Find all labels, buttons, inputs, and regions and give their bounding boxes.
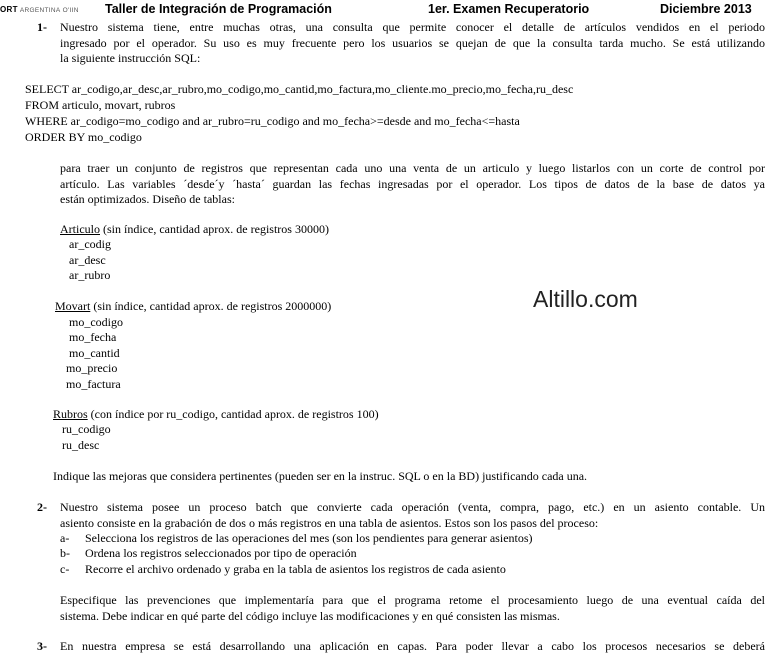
field-mo-precio: mo_precio xyxy=(66,361,118,375)
ort-logo xyxy=(0,5,79,14)
q2-closing-line: sistema. Debe indicar en qué parte del código incluye las modificaciones y en qué consisten las mismas. xyxy=(60,608,560,623)
logo-ort: ORT xyxy=(0,5,18,14)
q1-desc-line: para traer un conjunto de registros que representan cada uno una venta de un articulo y luego listarlos con un corte de control por xyxy=(60,161,765,175)
watermark: Altillo.com xyxy=(533,286,638,312)
sql-line-where: WHERE ar_codigo=mo_codigo and ar_rubro=ru_codigo and mo_fecha>=desde and mo_fecha<=hasta xyxy=(25,114,520,128)
table-note: (sin índice, cantidad aprox. de registros 2000000) xyxy=(90,299,332,313)
q2-step-a-letter: a- xyxy=(60,531,70,545)
q1-number: 1- xyxy=(37,20,47,34)
field-ar-desc: ar_desc xyxy=(69,253,106,267)
q1-intro-line: ingresado por el operador. Su uso es muy frecuente pero los usuarios se quejan de que la consulta tarda mucho. Se está utilizando xyxy=(60,35,765,50)
logo-suffix: O'IIN xyxy=(62,7,79,14)
table-name: Rubros xyxy=(53,407,88,421)
table-movart-heading xyxy=(55,299,331,315)
q2-closing-line: Especifique las prevenciones que implementaría para que el programa retome el procesamiento luego de una eventual caída del xyxy=(60,593,765,607)
q1-intro xyxy=(60,20,765,67)
exam-title: 1er. Examen Recuperatorio xyxy=(428,2,590,16)
field-ru-codigo: ru_codigo xyxy=(62,422,111,436)
field-mo-fecha: mo_fecha xyxy=(69,330,117,344)
q1-closing: Indique las mejoras que considera pertinentes (pueden ser en la instruc. SQL o en la BD) justificando cada una. xyxy=(53,469,588,483)
q3-intro-line: En nuestra empresa se está desarrollando una aplicación en capas. Para poder llevar a cabo los procesos necesarios se deberá xyxy=(60,639,765,653)
field-ar-codig: ar_codig xyxy=(69,237,111,251)
table-articulo-heading xyxy=(60,222,329,238)
q1-desc-line: artículo. Las variables ´desde´y ´hasta´ guardan las fechas ingresadas por el operador. Los tipos de datos de la base de datos ya xyxy=(60,176,765,191)
course-title: Taller de Integración de Programación xyxy=(105,2,332,16)
page-header xyxy=(0,0,780,18)
exam-date: Diciembre 2013 xyxy=(660,2,752,16)
q2-intro-line: asiento consiste en la grabación de dos o más registros en una tabla de asientos. Estos son los pasos del proceso: xyxy=(60,515,599,530)
table-name: Articulo xyxy=(60,222,100,236)
table-note: (sin índice, cantidad aprox. de registros 30000) xyxy=(100,222,329,236)
q2-closing xyxy=(60,593,765,624)
q2-number: 2- xyxy=(37,500,47,514)
q2-step-b-text: Ordena los registros seleccionados por tipo de operación xyxy=(85,546,357,560)
field-ar-rubro: ar_rubro xyxy=(69,268,111,282)
table-name: Movart xyxy=(55,299,91,313)
sql-line-orderby: ORDER BY mo_codigo xyxy=(25,130,142,144)
logo-country: ARGENTINA xyxy=(19,7,61,14)
table-rubros-heading xyxy=(53,407,379,423)
sql-line-select: SELECT ar_codigo,ar_desc,ar_rubro,mo_codigo,mo_cantid,mo_factura,mo_cliente.mo_precio,mo_fecha,ru_desc xyxy=(25,82,574,96)
q1-intro-line: Nuestro sistema tiene, entre muchas otras, una consulta que permite conocer el detalle de artículos vendidos en el periodo xyxy=(60,20,765,34)
q3-number: 3- xyxy=(37,639,47,653)
table-note: (con índice por ru_codigo, cantidad aprox. de registros 100) xyxy=(87,407,379,421)
field-mo-factura: mo_factura xyxy=(66,377,121,391)
q3-intro xyxy=(60,639,765,655)
field-mo-cantid: mo_cantid xyxy=(69,346,120,360)
q1-desc-line: están optimizados. Diseño de tablas: xyxy=(60,192,235,206)
sql-line-from: FROM articulo, movart, rubros xyxy=(25,98,176,112)
field-mo-codigo: mo_codigo xyxy=(69,315,123,329)
q2-intro-line: Nuestro sistema posee un proceso batch que convierte cada operación (venta, compra, pago, etc.) en un asiento contable. Un xyxy=(60,500,765,514)
q2-intro xyxy=(60,500,765,531)
field-ru-desc: ru_desc xyxy=(62,438,100,452)
q2-step-c-text: Recorre el archivo ordenado y graba en la tabla de asientos los registros de cada asiento xyxy=(85,562,506,576)
q1-description xyxy=(60,161,765,208)
q2-step-c-letter: c- xyxy=(60,562,70,576)
q1-intro-line: la siguiente instrucción SQL: xyxy=(60,51,201,65)
q2-step-a-text: Selecciona los registros de las operaciones del mes (son los pendientes para generar asientos) xyxy=(85,531,533,545)
q2-step-b-letter: b- xyxy=(60,546,70,560)
